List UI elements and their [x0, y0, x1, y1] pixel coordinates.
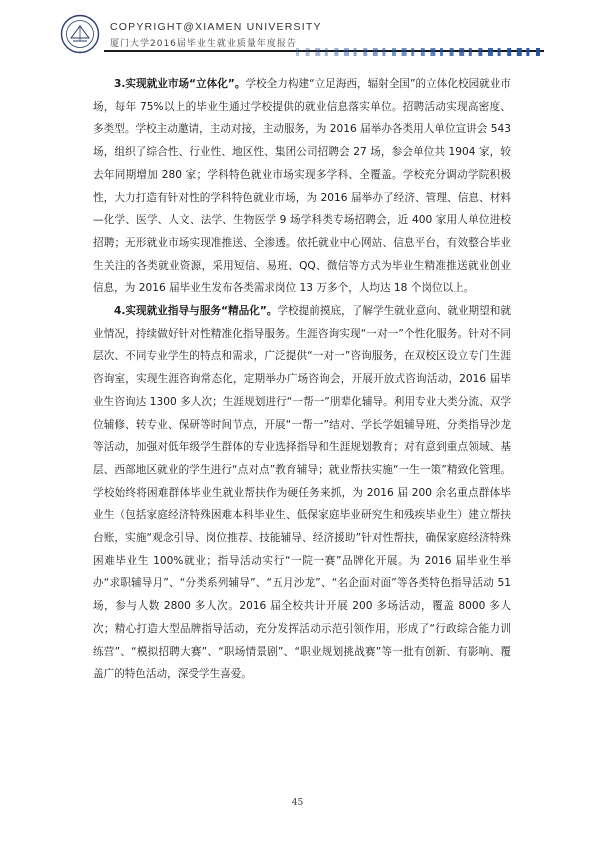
paragraph-heading: 4.实现就业指导与服务“精品化”。 — [114, 305, 278, 318]
paragraph-text: 学校全力构建“立足海西，辐射全国”的立体化校园就业市场，每年 75%以上的毕业生通过学校提供的就业信息落实单位。招聘活动实现高密度、多类型。学校主动邀请，主动对接，主动服务，为 2016 届举办各类用人单位宣讲会 543 场，组织了综合性、行业性、地区性、集团公司招聘会 27 场，参会单位共 1904 家，较去年同期增加 280 家；学科特色就业市场实现多学科、全覆盖。学校充分调动学院积极性，大力打造有针对性的学科特色就业市场，为 2016 届举办了经济、管理、信息、材料—化学、医学、人文、法学、生物医学 9 场学科类专场招聘会，近 400 家用人单位进校招聘；无形就业市场实现准推送、全渗透。依托就业中心网站、信息平台，有效整合毕业生关注的各类就业资源，采用短信、易班、QQ、微信等方式为毕业生精准推送就业创业信息，为 2016 届毕业生发布各类需求岗位 13 万多个，人均达 18 个岗位以上。 — [93, 78, 511, 295]
header-copyright: COPYRIGHT@XIAMEN UNIVERSITY — [110, 21, 322, 33]
xiamen-university-seal-icon — [60, 14, 100, 54]
paragraph-heading: 3.实现就业市场“立体化”。 — [114, 78, 246, 90]
page-header — [0, 0, 595, 62]
page-number: 45 — [291, 798, 304, 808]
paragraph-market — [93, 73, 511, 300]
paragraph-text: 学校提前摸底，了解学生就业意向、就业期望和就业情况，持续做好针对性精准化指导服务。生涯咨询实现“一对一”个性化服务。针对不同层次、不同专业学生的特点和需求，广泛提供“一对一”咨询服务，在双校区设立专门生涯咨询室，实现生涯咨询常态化，定期举办广场咨询会，开展开放式咨询活动，2016 届毕业生咨询达 1300 多人次；生涯规划进行“一帮一”朋辈化辅导。利用专业大类分流、双学位辅修、转专业、保研等时间节点，开展“一帮一”结对、学长学姐辅导班、分类指导沙龙等活动，加强对低年级学生群体的专业选择指导和生涯规划教育；对有意到重点领域、基层、西部地区就业的学生进行“点对点”教育辅导；就业帮扶实施“一生一策”精致化管理。学校始终将困难群体毕业生就业帮扶作为硬任务来抓，为 2016 届 200 余名重点群体毕业生（包括家庭经济特殊困难本科毕业生、低保家庭毕业研究生和残疾毕业生）建立帮扶台账，实施“观念引导、岗位推荐、技能辅导、经济援助”针对性帮扶，确保家庭经济特殊困难毕业生 100%就业；指导活动实行“一院一赛”品牌化开展。为 2016 届毕业生举办“求职辅导月”、“分类系列辅导”、“五月沙龙”、“名企面对面”等各类特色指导活动 51 场，参与人数 2800 多人次。2016 届全校共计开展 200 多场活动，覆盖 8000 多人次；精心打造大型品牌指导活动，充分发挥活动示范引领作用，形成了“行政综合能力训练营”、“模拟招聘大赛”、“职场情景剧”、“职业规划挑战赛”等一批有创新、有影响、覆盖广的特色活动，深受学生喜爱。 — [93, 305, 512, 681]
header-stripe-decoration — [290, 46, 550, 58]
header-subtitle: 厦门大学2016届毕业生就业质量年度报告 — [110, 39, 297, 49]
report-body — [93, 73, 511, 686]
paragraph-guidance — [93, 300, 511, 686]
